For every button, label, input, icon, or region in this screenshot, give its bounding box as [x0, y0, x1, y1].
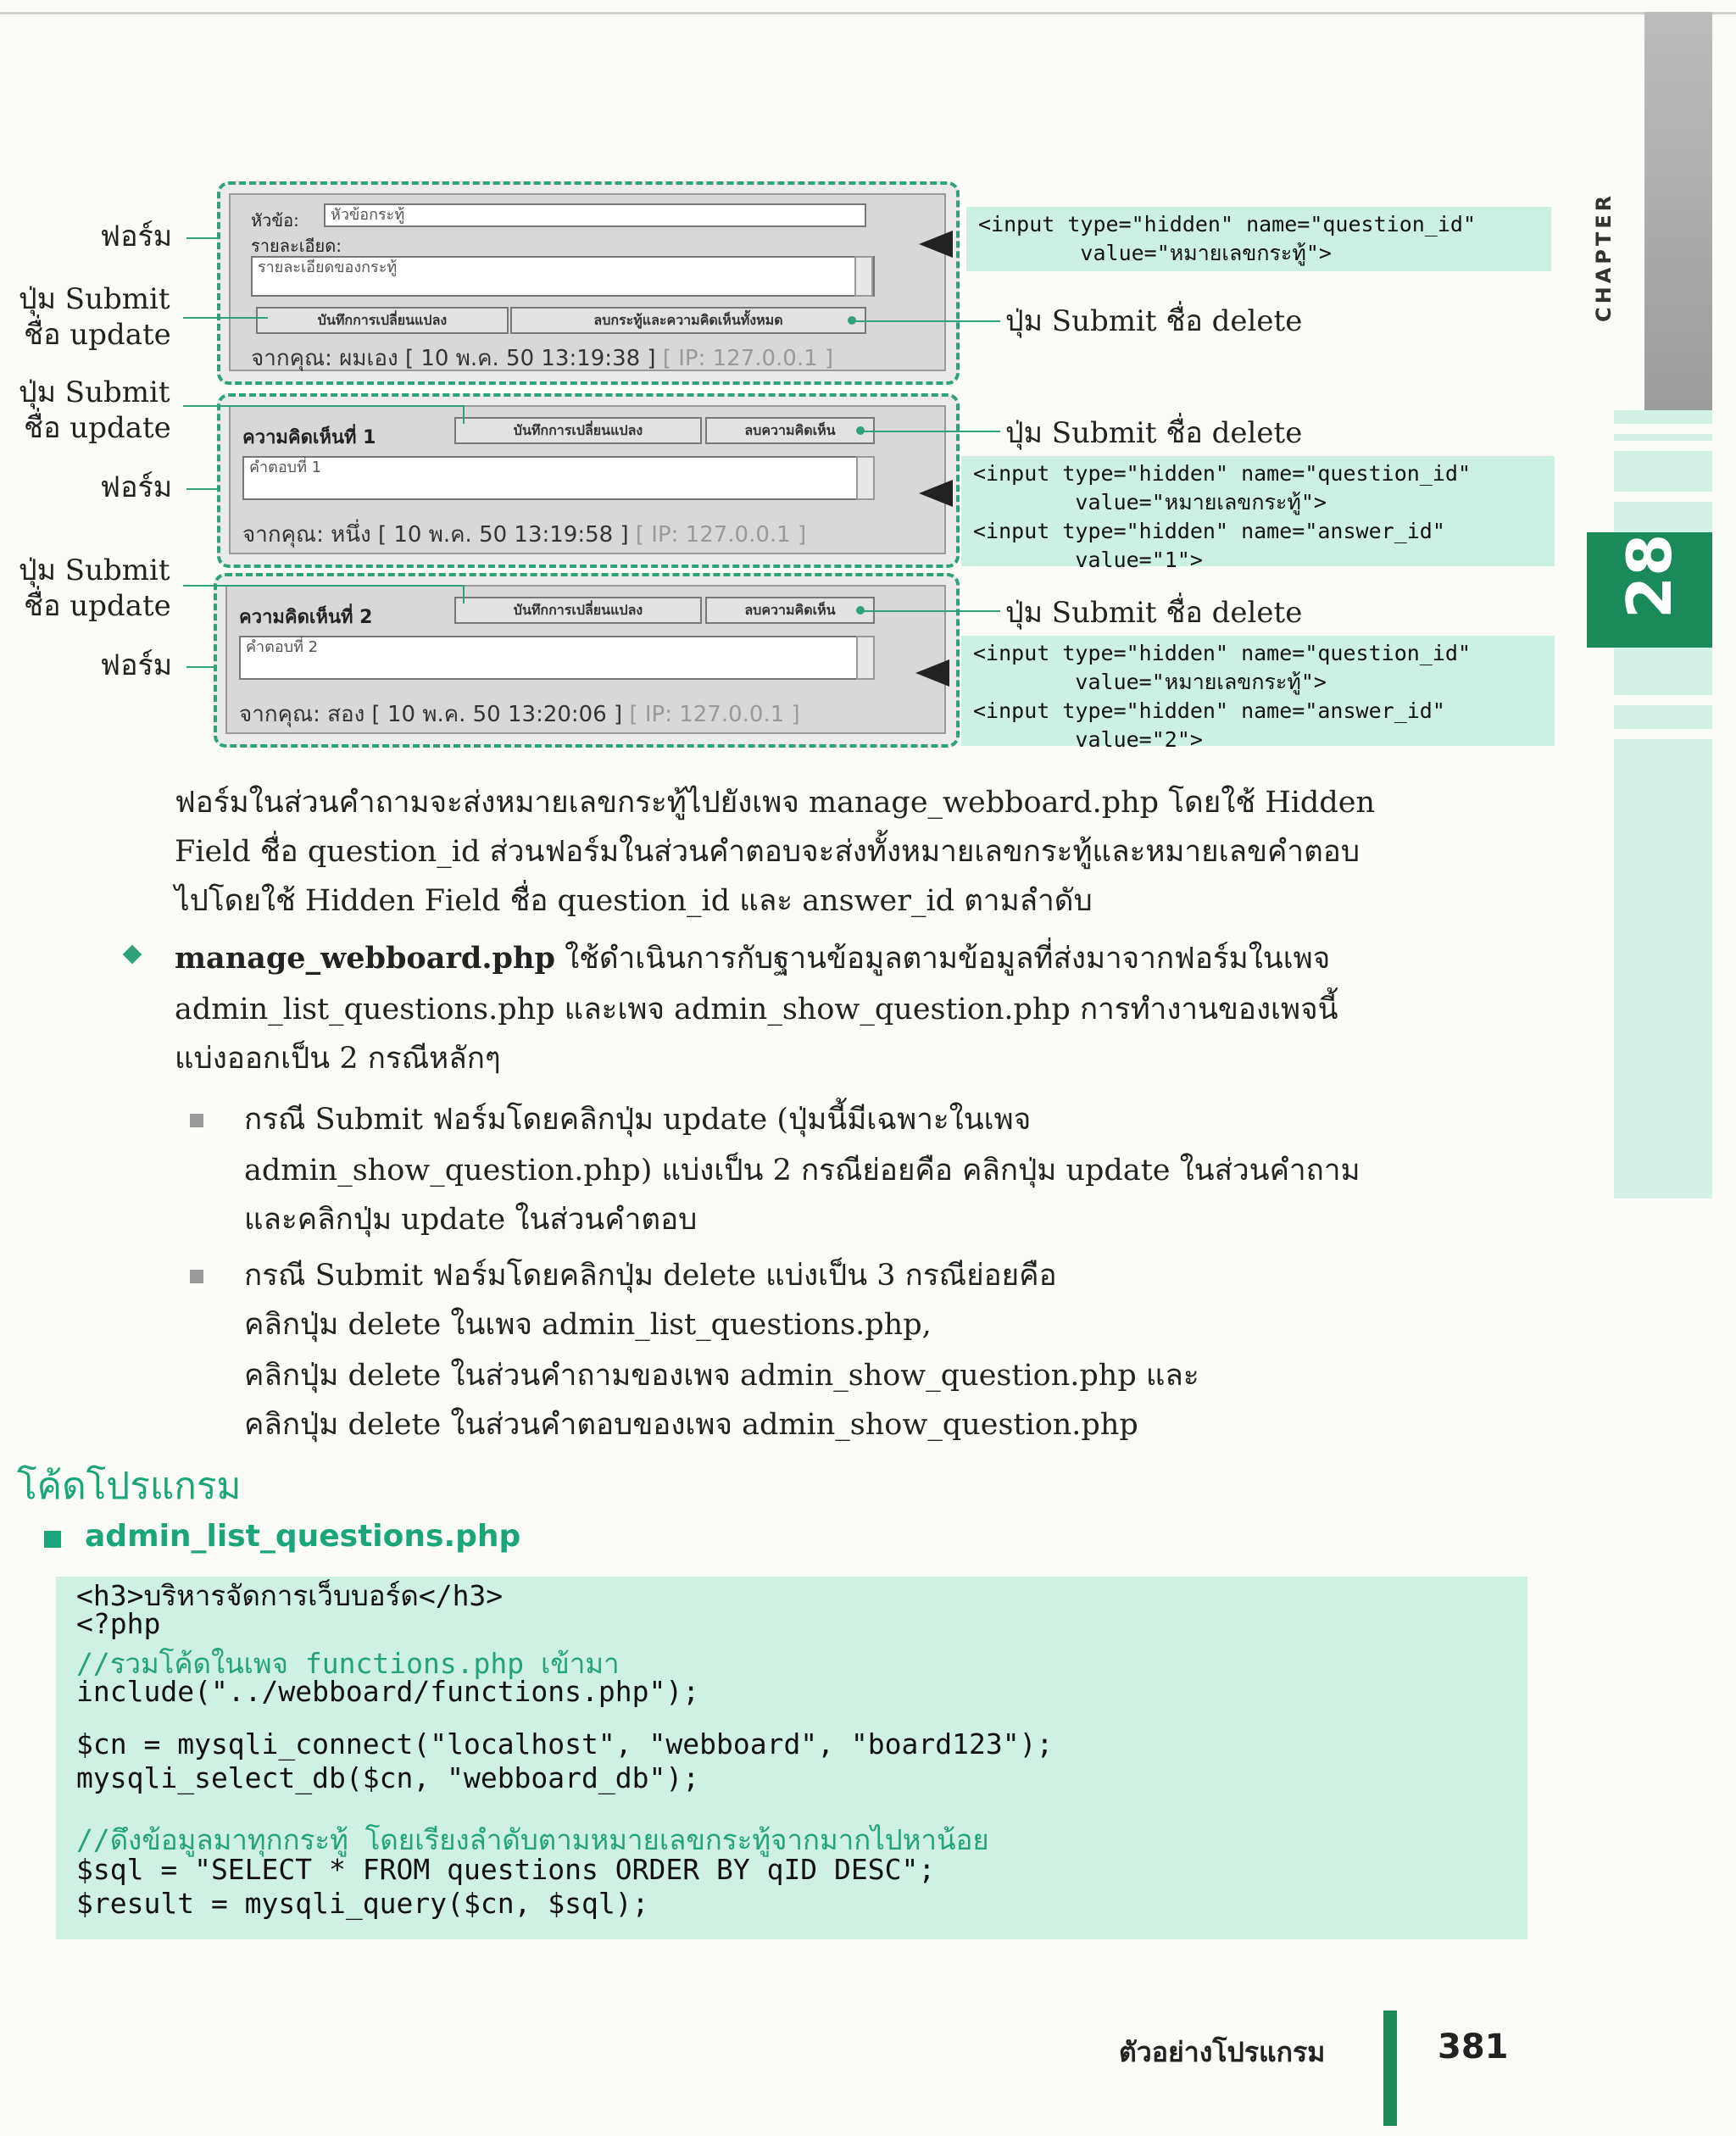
label-submit-update: ปุ่ม Submit — [19, 282, 170, 316]
sub-bullet-line: คลิกปุ่ม delete ในส่วนคำตอบของเพจ admin_show_question.php — [244, 1408, 1138, 1442]
answer-heading: ความคิดเห็นที่ 1 — [242, 427, 376, 448]
connector — [186, 488, 220, 490]
tab-stripe — [1614, 492, 1712, 502]
bullet-keyword: manage_webboard.php — [175, 941, 555, 976]
update-button[interactable]: บันทึกการเปลี่ยนแปลง — [256, 307, 509, 334]
chapter-tab-green — [1614, 410, 1712, 1199]
paragraph-line: ฟอร์มในส่วนคำถามจะส่งหมายเลขกระทู้ไปยังเพจ manage_webboard.php โดยใช้ Hidden — [175, 786, 1375, 820]
paragraph-line: Field ชื่อ question_id ส่วนฟอร์มในส่วนคำตอบจะส่งทั้งหมายเลขกระทู้และหมายเลขคำตอบ — [175, 835, 1360, 869]
label-submit-update: ปุ่ม Submit — [19, 375, 170, 409]
chapter-number: 28 — [1614, 533, 1685, 619]
delete-button[interactable]: ลบความคิดเห็น — [705, 417, 875, 444]
connector-dot — [856, 426, 865, 435]
chapter-number-box — [1587, 532, 1712, 648]
label-submit-delete: ปุ่ม Submit ชื่อ delete — [1005, 596, 1303, 630]
question-form — [217, 181, 960, 385]
answer-form-2-panel — [225, 585, 946, 734]
code-comment: //ดึงข้อมูลมาทุกกระทู้ โดยเรียงลำดับตามหมายเลขกระทู้จากมากไปหาน้อย — [76, 1823, 989, 1856]
code-line: mysqli_select_db($cn, "webboard_db"); — [76, 1761, 700, 1794]
answer-textarea[interactable]: คำตอบที่ 2 — [239, 636, 875, 680]
connector-dot — [856, 606, 865, 615]
sub-bullet-line: คลิกปุ่ม delete ในเพจ admin_list_questions.php, — [244, 1308, 932, 1342]
answer-form-2 — [214, 573, 960, 748]
connector — [183, 585, 463, 587]
top-rule — [0, 12, 1736, 14]
label-submit-delete: ปุ่ม Submit ชื่อ delete — [1005, 304, 1303, 338]
arrow-icon — [919, 480, 953, 507]
title-input[interactable]: หัวข้อกระทู้ — [324, 203, 866, 227]
chapter-word: CHAPTER — [1592, 192, 1616, 322]
tab-stripe — [1614, 441, 1712, 451]
answer-byline — [239, 697, 800, 731]
byline-text: จากคุณ: สอง [ 10 พ.ค. 50 13:20:06 ] — [239, 702, 623, 727]
code-line: <?php — [76, 1607, 161, 1640]
label-form: ฟอร์ม — [100, 470, 173, 504]
arrow-icon — [919, 231, 953, 258]
update-button[interactable]: บันทึกการเปลี่ยนแปลง — [454, 597, 702, 624]
answer-form-1 — [217, 393, 960, 568]
detail-textarea[interactable]: รายละเอียดของกระทู้ — [251, 256, 875, 297]
tab-stripe — [1614, 729, 1712, 739]
sub-bullet-line: กรณี Submit ฟอร์มโดยคลิกปุ่ม update (ปุ่มนี้มีเฉพาะในเพจ — [244, 1103, 1032, 1137]
code-line: include("../webboard/functions.php"); — [76, 1675, 700, 1708]
section-title: โค้ดโปรแกรม — [17, 1465, 242, 1508]
code-line: $sql = "SELECT * FROM questions ORDER BY qID DESC"; — [76, 1853, 936, 1886]
label-submit-update-name: ชื่อ update — [24, 318, 171, 352]
sub-bullet-line: และคลิกปุ่ม update ในส่วนคำตอบ — [244, 1203, 698, 1237]
answer-scrollbar[interactable] — [856, 636, 875, 680]
code-line: $cn = mysqli_connect("localhost", "webboard", "board123"); — [76, 1727, 1054, 1761]
connector — [851, 320, 1000, 322]
tab-stripe — [1614, 695, 1712, 705]
label-submit-update-name: ชื่อ update — [24, 411, 171, 445]
answer-heading: ความคิดเห็นที่ 2 — [239, 607, 373, 628]
bullet-line: admin_list_questions.php และเพจ admin_show_question.php การทำงานของเพจนี้ — [175, 993, 1338, 1026]
connector-dot — [848, 316, 856, 325]
sub-bullet-line: กรณี Submit ฟอร์มโดยคลิกปุ่ม delete แบ่งเป็น 3 กรณีย่อยคือ — [244, 1259, 1057, 1293]
bullet-line: แบ่งออกเป็น 2 กรณีหลักๆ — [175, 1042, 501, 1076]
byline-text: จากคุณ: หนึ่ง [ 10 พ.ค. 50 13:19:58 ] — [242, 522, 629, 548]
detail-scrollbar[interactable] — [854, 256, 873, 297]
label-form: ฟอร์ม — [100, 648, 173, 682]
detail-label: รายละเอียด: — [251, 236, 342, 256]
sub-bullet-line: admin_show_question.php) แบ่งเป็น 2 กรณีย่อยคือ คลิกปุ่ม update ในส่วนคำถาม — [244, 1154, 1360, 1188]
sub-bullet-line: คลิกปุ่ม delete ในส่วนคำถามของเพจ admin_show_question.php และ — [244, 1359, 1199, 1393]
diamond-bullet-icon — [123, 945, 142, 965]
connector — [183, 405, 463, 407]
connector — [186, 237, 220, 239]
bullet-text: ใช้ดำเนินการกับฐานข้อมูลตามข้อมูลที่ส่งมาจากฟอร์มในเพจ — [554, 942, 1331, 976]
square-bullet-icon — [190, 1270, 203, 1283]
footer-text: ตัวอย่างโปรแกรม — [1119, 2036, 1326, 2068]
delete-button[interactable]: ลบกระทู้และความคิดเห็นทั้งหมด — [510, 307, 866, 334]
answer-textarea[interactable]: คำตอบที่ 1 — [242, 456, 875, 500]
footer-bar — [1383, 2011, 1397, 2126]
question-byline — [251, 341, 833, 375]
connector — [463, 405, 465, 424]
byline-ip: [ IP: 127.0.0.1 ] — [629, 702, 800, 727]
arrow-icon — [915, 659, 949, 687]
delete-button[interactable]: ลบความคิดเห็น — [705, 597, 875, 624]
code-comment: //รวมโค้ดในเพจ functions.php เข้ามา — [76, 1647, 620, 1680]
answer-form-1-panel — [229, 405, 946, 554]
connector — [860, 610, 1000, 612]
tab-stripe — [1614, 424, 1712, 434]
code-line: $result = mysqli_query($cn, $sql); — [76, 1887, 649, 1920]
square-bullet-icon — [44, 1531, 61, 1548]
label-submit-update-name: ชื่อ update — [24, 589, 171, 623]
bullet-line — [175, 934, 1330, 983]
connector — [860, 431, 1000, 432]
square-bullet-icon — [190, 1114, 203, 1127]
chapter-tab-gray — [1644, 12, 1712, 410]
question-form-panel — [229, 193, 946, 371]
paragraph-line: ไปโดยใช้ Hidden Field ชื่อ question_id และ answer_id ตามลำดับ — [175, 884, 1093, 918]
hidden-field-question: <input type="hidden" name="question_id" value="หมายเลขกระทู้"> — [966, 207, 1551, 271]
connector — [463, 585, 465, 604]
label-submit-update: ปุ่ม Submit — [19, 553, 170, 587]
update-button[interactable]: บันทึกการเปลี่ยนแปลง — [454, 417, 702, 444]
byline-ip: [ IP: 127.0.0.1 ] — [635, 522, 807, 548]
answer-byline — [242, 517, 806, 552]
hidden-fields-answer-1: <input type="hidden" name="question_id" value="หมายเลขกระทู้"> <input type="hidden" name="answer_id" value="1"> — [961, 456, 1555, 566]
connector — [183, 317, 268, 319]
byline-ip: [ IP: 127.0.0.1 ] — [662, 346, 834, 371]
file-title: admin_list_questions.php — [85, 1519, 521, 1554]
page-number: 381 — [1438, 2028, 1509, 2066]
label-submit-delete: ปุ่ม Submit ชื่อ delete — [1005, 416, 1303, 450]
answer-scrollbar[interactable] — [856, 456, 875, 500]
byline-text: จากคุณ: ผมเอง [ 10 พ.ค. 50 13:19:38 ] — [251, 346, 656, 371]
label-form: ฟอร์ม — [100, 220, 173, 253]
connector — [186, 666, 217, 668]
code-line: <h3>บริหารจัดการเว็บบอร์ด</h3> — [76, 1579, 504, 1612]
hidden-fields-answer-2: <input type="hidden" name="question_id" value="หมายเลขกระทู้"> <input type="hidden" name="answer_id" value="2"> — [961, 636, 1555, 746]
title-label: หัวข้อ: — [251, 210, 299, 231]
